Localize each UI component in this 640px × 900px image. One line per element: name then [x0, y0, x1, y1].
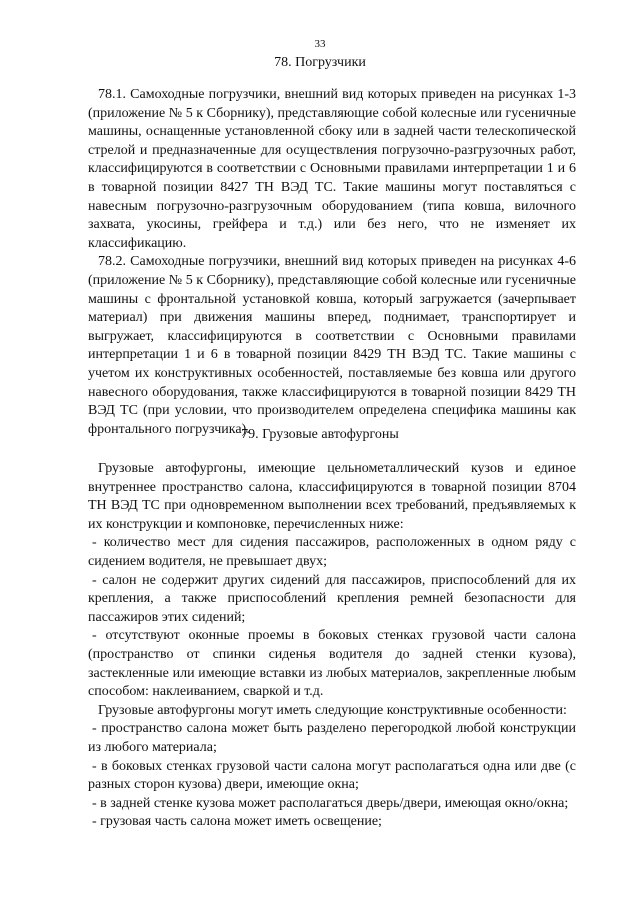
section-78-body [88, 86, 576, 439]
paragraph-79-intro: Грузовые автофургоны, имеющие цельнометаллический кузов и единое внутреннее пространство салона, классифицируются в товарной позиции 8704 ТН ВЭД ТС при одновременном выполнении всех требований, предъявляемых к их конструкции и компоновке, перечисленных ниже: [88, 461, 576, 532]
features-intro: Грузовые автофургоны могут иметь следующие конструктивные особенности: [98, 702, 567, 718]
page-number: 33 [314, 38, 326, 50]
requirement-item: - отсутствуют оконные проемы в боковых стенках грузовой части салона (пространство от спинки сиденья водителя до задней стенки кузова), застекленные или имеющие вставки из любых материалов, закрепленные любым способом: наклеиванием, сваркой и т.д. [88, 628, 576, 700]
feature-item: - в боковых стенках грузовой части салона могут располагаться одна или две (с разных сторон кузова) двери, имеющие окна; [88, 758, 576, 793]
feature-item: - в задней стенке кузова может располагаться дверь/двери, имеющая окно/окна; [92, 795, 569, 811]
requirement-item: - салон не содержит других сидений для пассажиров, приспособлений для их крепления, а также приспособлений крепления ремней безопасности для пассажиров этих сидений; [88, 572, 576, 625]
paragraph-78-2: 78.2. Самоходные погрузчики, внешний вид которых приведен на рисунках 4-6 (приложение № 5 к Сборнику), представляющие собой колесные или гусеничные машины с фронтальной установкой ковша, который загружается (зачерпывает материал) при движения машины вперед, поднимает, транспортирует и выгружает, классифицируются в соответствии с Основными правилами интерпретации 1 и 6 в товарной позиции 8429 ТН ВЭД ТС. Такие машины с учетом их конструктивных особенностей, поставляемые без ковша или другого навесного оборудования, также классифицируются в товарной позиции 8429 ТН ВЭД ТС (при условии, что производителем определена специфика машины как фронтального погрузчика). [88, 254, 576, 437]
requirement-item: - количество мест для сидения пассажиров, расположенных в одном ряду с сидением водителя, не превышает двух; [88, 535, 576, 569]
paragraph-78-1: 78.1. Самоходные погрузчики, внешний вид которых приведен на рисунках 1-3 (приложение № 5 к Сборнику), представляющие собой колесные или гусеничные машины, оснащенные установленной сбоку или в задней части телескопической стрелой и предназначенные для осуществления погрузочно-разгрузочных работ, классифицируются в соответствии с Основными правилами интерпретации 1 и 6 в товарной позиции 8427 ТН ВЭД ТС. Такие машины могут поставляться с навесным погрузочно-разгрузочным оборудованием (типа ковша, вилочного захвата, укосины, грейфера и т.д.) или без него, что не изменяет их классификацию. [88, 87, 576, 251]
section-79-title: 79. Грузовые автофургоны [241, 427, 399, 442]
section-79-body [88, 460, 576, 832]
feature-item: - грузовая часть салона может иметь освещение; [92, 814, 382, 830]
section-78-title: 78. Погрузчики [274, 55, 366, 70]
feature-item: - пространство салона может быть разделено перегородкой любой конструкции из любого материала; [88, 721, 576, 755]
